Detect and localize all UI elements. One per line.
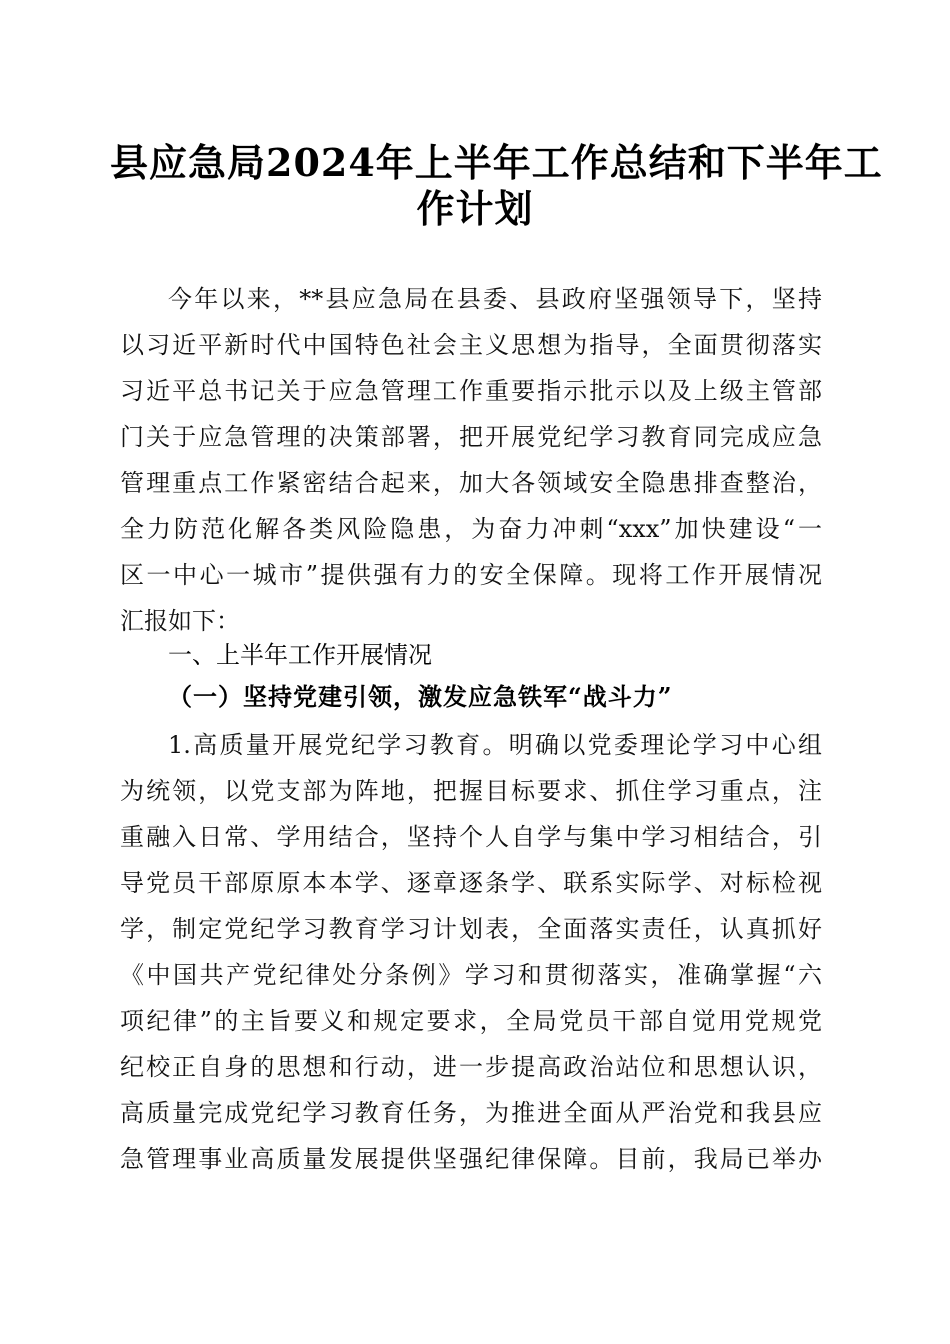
paragraph-line: 1.高质量开展党纪学习教育。明确以党委理论学习中心组 <box>168 731 822 759</box>
paragraph-line: 区一中心一城市”提供强有力的安全保障。现将工作开展情况 <box>120 561 822 589</box>
paragraph-line: 纪校正自身的思想和行动，进一步提高政治站位和思想认识， <box>120 1053 822 1081</box>
paragraph-line: 习近平总书记关于应急管理工作重要指示批示以及上级主管部 <box>120 377 822 405</box>
paragraph-line: 急管理事业高质量发展提供坚强纪律保障。目前，我局已举办 <box>120 1145 822 1173</box>
paragraph-line: 今年以来，**县应急局在县委、县政府坚强领导下，坚持 <box>168 285 822 313</box>
paragraph-line: 门关于应急管理的决策部署，把开展党纪学习教育同完成应急 <box>120 423 822 451</box>
paragraph-line: 全力防范化解各类风险隐患，为奋力冲刺“xxx”加快建设“一 <box>120 515 822 543</box>
paragraph-line: 学，制定党纪学习教育学习计划表，全面落实责任，认真抓好 <box>120 915 822 943</box>
paragraph-line: 汇报如下： <box>120 607 240 635</box>
paragraph-line: 高质量完成党纪学习教育任务，为推进全面从严治党和我县应 <box>120 1099 822 1127</box>
paragraph-line: 导党员干部原原本本学、逐章逐条学、联系实际学、对标检视 <box>120 869 822 897</box>
section-heading: 一、上半年工作开展情况 <box>168 641 432 669</box>
document-title-line-2: 作计划 <box>416 186 534 231</box>
document-title-line-1: 县应急局2024年上半年工作总结和下半年工 <box>110 140 883 185</box>
paragraph-line: 管理重点工作紧密结合起来，加大各领域安全隐患排查整治， <box>120 469 822 497</box>
paragraph-line: 项纪律”的主旨要义和规定要求，全局党员干部自觉用党规党 <box>120 1007 822 1035</box>
paragraph-line: 以习近平新时代中国特色社会主义思想为指导，全面贯彻落实 <box>120 331 822 359</box>
paragraph-line: 重融入日常、学用结合，坚持个人自学与集中学习相结合，引 <box>120 823 822 851</box>
subsection-heading: （一）坚持党建引领，激发应急铁军“战斗力” <box>168 682 673 711</box>
paragraph-line: 《中国共产党纪律处分条例》学习和贯彻落实，准确掌握“六 <box>120 961 822 989</box>
paragraph-line: 为统领，以党支部为阵地，把握目标要求、抓住学习重点，注 <box>120 777 822 805</box>
